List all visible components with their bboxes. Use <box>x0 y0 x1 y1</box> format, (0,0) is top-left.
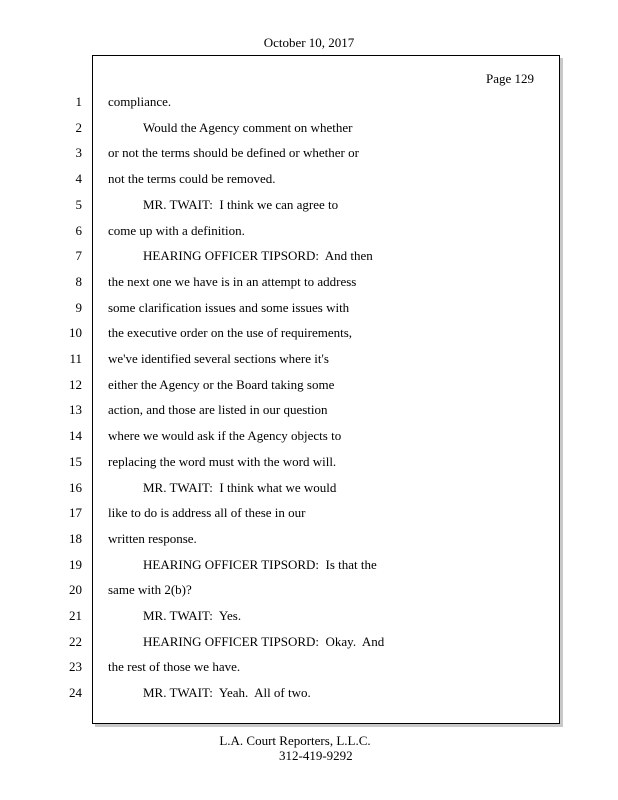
line-number: 3 <box>75 145 82 160</box>
line-text: HEARING OFFICER TIPSORD: And then <box>143 248 373 263</box>
line-number: 9 <box>75 300 82 315</box>
line-number: 1 <box>75 94 82 109</box>
line-text: written response. <box>108 531 197 546</box>
line-number: 15 <box>69 454 82 469</box>
line-text: replacing the word must with the word will. <box>108 454 337 469</box>
line-number: 7 <box>75 248 82 263</box>
line-text: we've identified several sections where it's <box>108 351 329 366</box>
line-number: 8 <box>75 274 82 289</box>
line-text: same with 2(b)? <box>108 582 192 597</box>
line-number: 5 <box>75 197 82 212</box>
line-text: Would the Agency comment on whether <box>143 120 353 135</box>
line-number: 14 <box>69 428 82 443</box>
line-number: 19 <box>69 557 82 572</box>
line-text: some clarification issues and some issues with <box>108 300 350 315</box>
line-number: 11 <box>69 351 82 366</box>
line-text: the rest of those we have. <box>108 659 241 674</box>
line-text: the next one we have is in an attempt to address <box>108 274 357 289</box>
footer-company: L.A. Court Reporters, L.L.C. <box>219 733 371 748</box>
line-number: 4 <box>75 171 82 186</box>
line-text: the executive order on the use of requirements, <box>108 325 353 340</box>
line-text: come up with a definition. <box>108 223 245 238</box>
line-number: 2 <box>75 120 82 135</box>
line-text: MR. TWAIT: Yeah. All of two. <box>143 685 311 700</box>
line-number: 17 <box>69 505 82 520</box>
line-number: 22 <box>69 634 82 649</box>
page-number: Page 129 <box>486 71 535 86</box>
line-text: MR. TWAIT: Yes. <box>143 608 242 623</box>
line-number: 21 <box>69 608 82 623</box>
line-text: MR. TWAIT: I think what we would <box>143 480 337 495</box>
header-date: October 10, 2017 <box>263 35 355 50</box>
line-number: 10 <box>69 325 82 340</box>
line-number: 24 <box>69 685 82 700</box>
line-text: action, and those are listed in our question <box>108 402 328 417</box>
line-text: where we would ask if the Agency objects to <box>108 428 342 443</box>
line-text: or not the terms should be defined or whether or <box>108 145 359 160</box>
line-number: 16 <box>69 480 82 495</box>
line-text: HEARING OFFICER TIPSORD: Okay. And <box>143 634 385 649</box>
line-number: 12 <box>69 377 82 392</box>
line-text: either the Agency or the Board taking some <box>108 377 335 392</box>
footer-phone: 312-419-9292 <box>279 748 353 763</box>
line-text: like to do is address all of these in our <box>108 505 306 520</box>
line-number: 18 <box>69 531 82 546</box>
line-number: 20 <box>69 582 82 597</box>
line-number: 13 <box>69 402 82 417</box>
line-text: HEARING OFFICER TIPSORD: Is that the <box>143 557 377 572</box>
line-text: compliance. <box>108 94 172 109</box>
line-text: MR. TWAIT: I think we can agree to <box>143 197 339 212</box>
line-number: 23 <box>69 659 82 674</box>
line-number: 6 <box>75 223 82 238</box>
line-text: not the terms could be removed. <box>108 171 276 186</box>
